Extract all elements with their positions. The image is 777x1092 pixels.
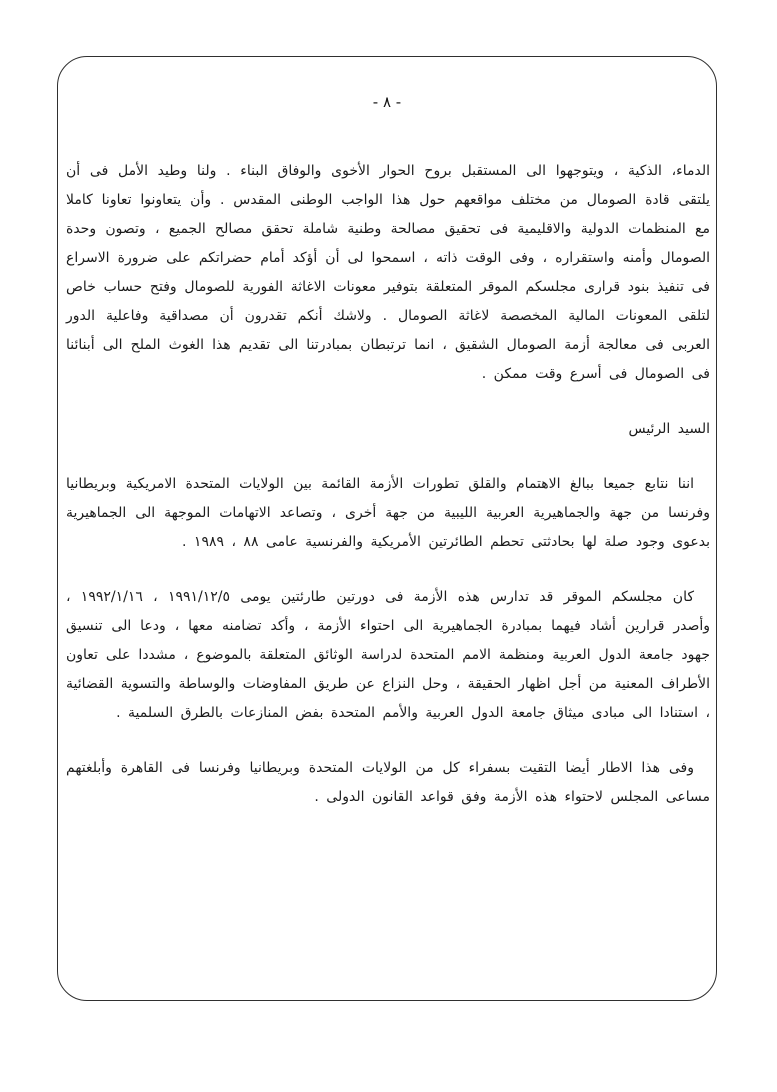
paragraph-continuation: الدماء، الذكية ، ويتوجهوا الى المستقبل بروح الحوار الأخوى والوفاق البناء . ولنا وطيد الأمل فى أن يلتقى قادة الصومال من مختلف مواقعهم حول هذا الواجب الوطنى المقدس . وأن يتعاونوا تعاونا كاملا مع المنظمات الدولية والاقليمية فى تحقيق مصالحة وطنية شاملة تحقق مصالح الجميع ، وتصون وحدة الصومال وأمنه واستقراره ، وفى الوقت ذاته ، اسمحوا لى أن أؤكد أمام حضراتكم على ضرورة الاسراع فى تنفيذ بنود قرارى مجلسكم الموقر المتعلقة بتوفير معونات الاغاثة الفورية للصومال وفتح حساب خاص لتلقى المعونات المالية المخصصة لاغاثة الصومال . ولاشك أنكم تقدرون أن مصداقية وفاعلية الدور العربى فى معالجة أزمة الصومال الشقيق ، انما ترتبطان بمبادرتنا الى تقديم هذا الغوث الملح الى أبنائنا فى الصومال فى أسرع وقت ممكن . <box>66 163 710 382</box>
paragraph-ambassadors: وفى هذا الاطار أيضا التقيت بسفراء كل من الولايات المتحدة وبريطانيا وفرنسا فى القاهرة وأبلغتهم مساعى المجلس لاحتواء هذه الأزمة وفق قواعد القانون الدولى . <box>66 760 710 805</box>
page-number: - ٨ - <box>372 93 402 111</box>
page-border <box>57 56 717 1001</box>
paragraph-council-sessions: كان مجلسكم الموقر قد تدارس هذه الأزمة فى دورتين طارئتين يومى ١٩٩١/١٢/٥ ، ١٩٩٢/١/١٦ ، وأصدر قرارين أشاد فيهما بمبادرة الجماهيرية الى احتواء الأزمة ، وأكد تضامنه معها ، ودعا الى تنسيق جهود جامعة الدول العربية ومنظمة الامم المتحدة لدراسة الوثائق المتعلقة بالموضوع ، مشددا على تعاون الأطراف المعنية من أجل اظهار الحقيقة ، وحل النزاع عن طريق المفاوضات والوساطة والتسوية القضائية ، استنادا الى مبادى ميثاق جامعة الدول العربية والأمم المتحدة بفض المنازعات بالطرق السلمية . <box>66 589 710 721</box>
paragraph-crisis-intro: اننا نتابع جميعا ببالغ الاهتمام والقلق تطورات الأزمة القائمة بين الولايات المتحدة الامريكية وبريطانيا وفرنسا من جهة والجماهيرية العربية الليبية من جهة أخرى ، وتصاعد الاتهامات الموجهة الى الجماهيرية بدعوى وجود صلة لها بحادثتى تحطم الطائرتين الأمريكية والفرنسية عامى ٨٨ ، ١٩٨٩ . <box>66 476 710 550</box>
letter-body <box>66 157 710 838</box>
salutation-heading: السيد الرئيس <box>628 421 710 437</box>
